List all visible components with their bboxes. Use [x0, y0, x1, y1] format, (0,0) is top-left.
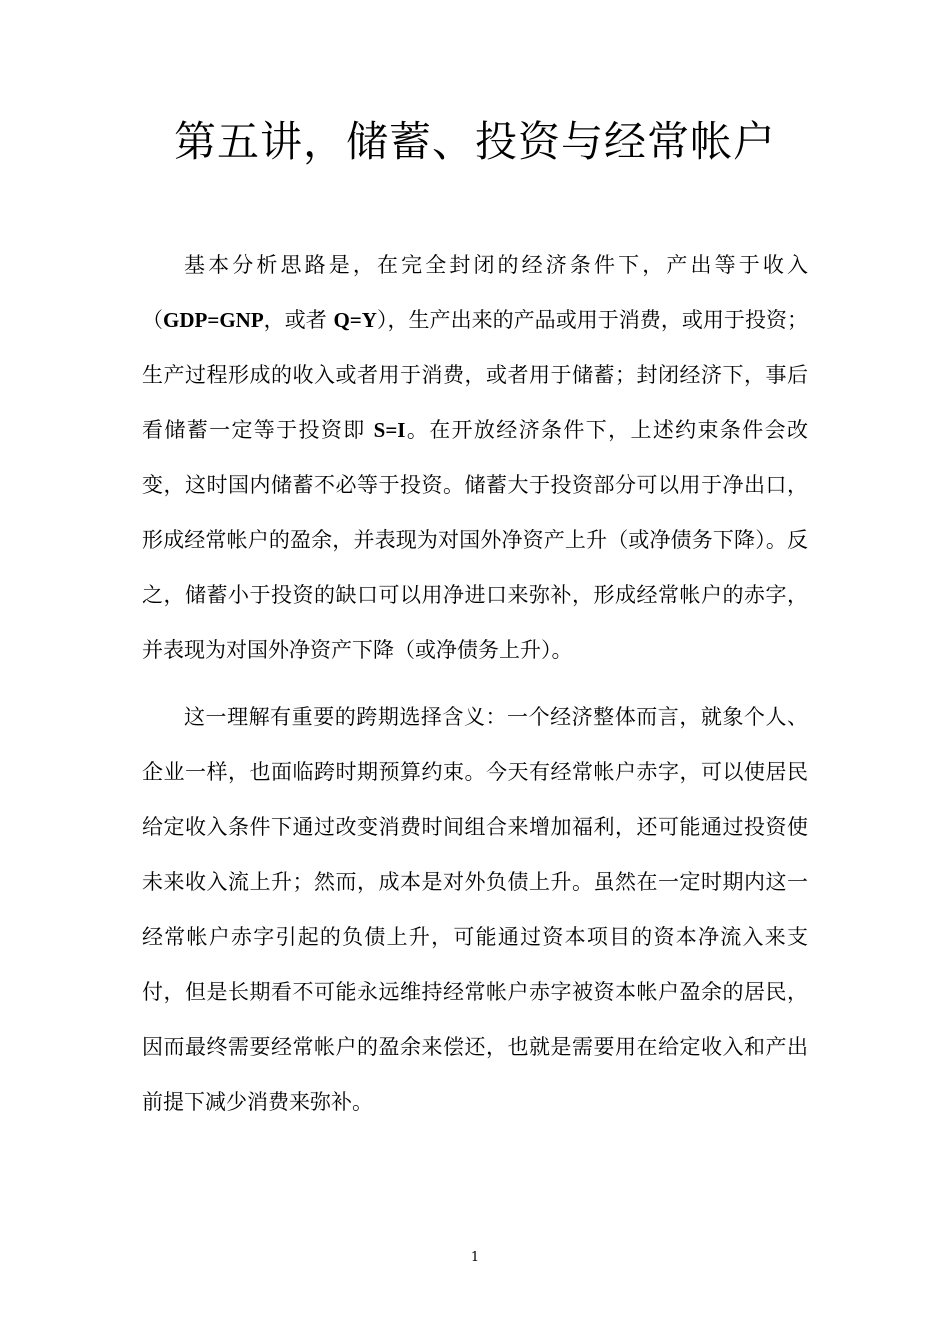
text-run: ），生产出来的产品或用于消费，或用于投资；生产过程形成的收入或者用于消费，或者用于储蓄；封闭经济下，事后看储蓄一定等于投资即: [142, 308, 808, 442]
text-run-bold: Q=Y: [333, 308, 377, 332]
text-run: 这一理解有重要的跨期选择含义：一个经济整体而言，就象个人、企业一样，也面临跨时期预算约束。今天有经常帐户赤字，可以使居民给定收入条件下通过改变消费时间组合来增加福利，还可能通过投资使未来收入流上升；然而，成本是对外负债上升。虽然在一定时期内这一经常帐户赤字引起的负债上升，可能通过资本项目的资本净流入来支付，但是长期看不可能永远维持经常帐户赤字被资本帐户盈余的居民，因而最终需要经常帐户的盈余来偿还，也就是需要用在给定收入和产出前提下减少消费来弥补。: [142, 705, 808, 1114]
text-run-bold: GDP=GNP: [163, 308, 264, 332]
page-number: 1: [470, 1250, 480, 1265]
text-run: ，或者: [263, 308, 334, 332]
page-title: 第五讲，储蓄、投资与经常帐户: [173, 117, 776, 166]
paragraph-2: [142, 690, 808, 1130]
text-run: 。在开放经济条件下，上述约束条件会改变，这时国内储蓄不必等于投资。储蓄大于投资部分可以用于净出口，形成经常帐户的盈余，并表现为对国外净资产上升（或净债务下降）。反之，储蓄小于投资的缺口可以用净进口来弥补，形成经常帐户的赤字，并表现为对国外净资产下降（或净债务上升）。: [142, 418, 808, 662]
text-run: 基本分析思路是，在完全封闭的经济条件下，产出等于收入（: [142, 253, 808, 332]
paragraph-1: [142, 238, 808, 678]
text-run-bold: S=I: [373, 418, 406, 442]
document-body: [142, 238, 808, 1142]
